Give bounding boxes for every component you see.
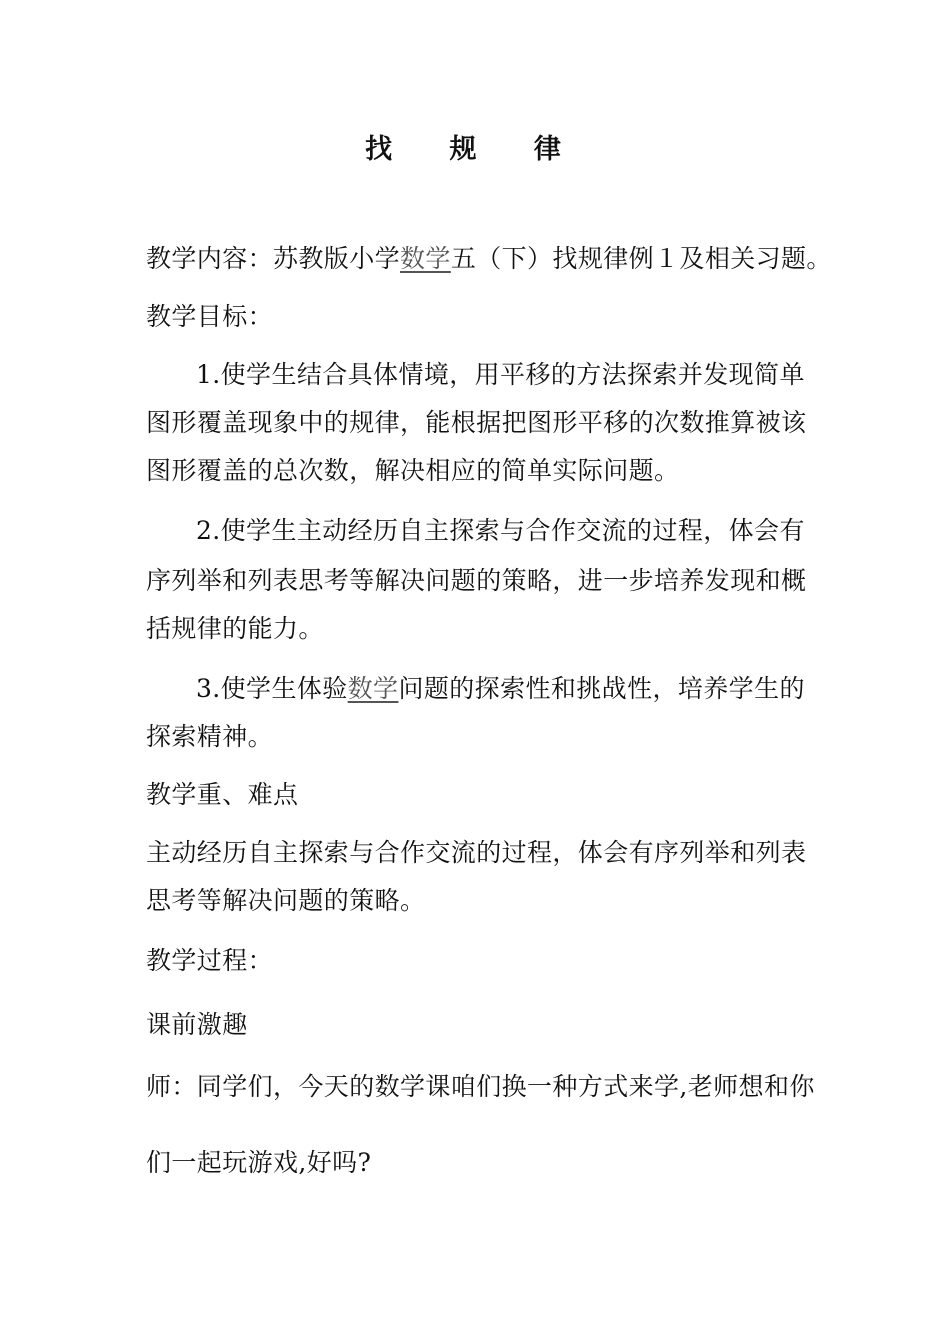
key-points-heading: 教学重、难点 xyxy=(146,780,299,809)
key-points-line-1: 主动经历自主探索与合作交流的过程，体会有序列举和列表 xyxy=(146,838,807,867)
objective-1-line-2: 图形覆盖现象中的规律，能根据把图形平移的次数推算被该 xyxy=(146,408,807,437)
teaching-content-line xyxy=(146,242,832,276)
content-text-after: 五（下）找规律例１及相关习题。 xyxy=(450,244,832,273)
math-link-2[interactable]: 数学 xyxy=(347,674,399,703)
objective-3-line-1 xyxy=(196,672,876,706)
objectives-heading: 教学目标： xyxy=(146,302,274,331)
teacher-line-2: 们一起玩游戏,好吗? xyxy=(146,1148,372,1177)
key-points-line-2: 思考等解决问题的策略。 xyxy=(146,886,426,915)
teacher-line-1: 师：同学们，今天的数学课咱们换一种方式来学,老师想和你 xyxy=(146,1072,815,1101)
objective-1-line-3: 图形覆盖的总次数，解决相应的简单实际问题。 xyxy=(146,456,680,485)
objective-3-text-after: 问题的探索性和挑战性，培养学生的 xyxy=(398,674,805,703)
objective-3-line-2: 探索精神。 xyxy=(146,722,274,751)
math-link[interactable]: 数学 xyxy=(400,244,451,273)
objective-1-line-1: 1.使学生结合具体情境，用平移的方法探索并发现简单 xyxy=(196,360,805,389)
content-text-before: 教学内容：苏教版小学 xyxy=(146,244,401,273)
objective-2-line-3: 括规律的能力。 xyxy=(146,614,324,643)
document-title: 找 规 律 xyxy=(365,134,585,165)
objective-3-text-before: 3.使学生体验 xyxy=(196,674,348,703)
process-heading: 教学过程： xyxy=(146,946,274,975)
warmup-heading: 课前激趣 xyxy=(146,1010,248,1039)
objective-2-line-1: 2.使学生主动经历自主探索与合作交流的过程，体会有 xyxy=(196,516,805,545)
objective-2-line-2: 序列举和列表思考等解决问题的策略，进一步培养发现和概 xyxy=(146,566,807,595)
